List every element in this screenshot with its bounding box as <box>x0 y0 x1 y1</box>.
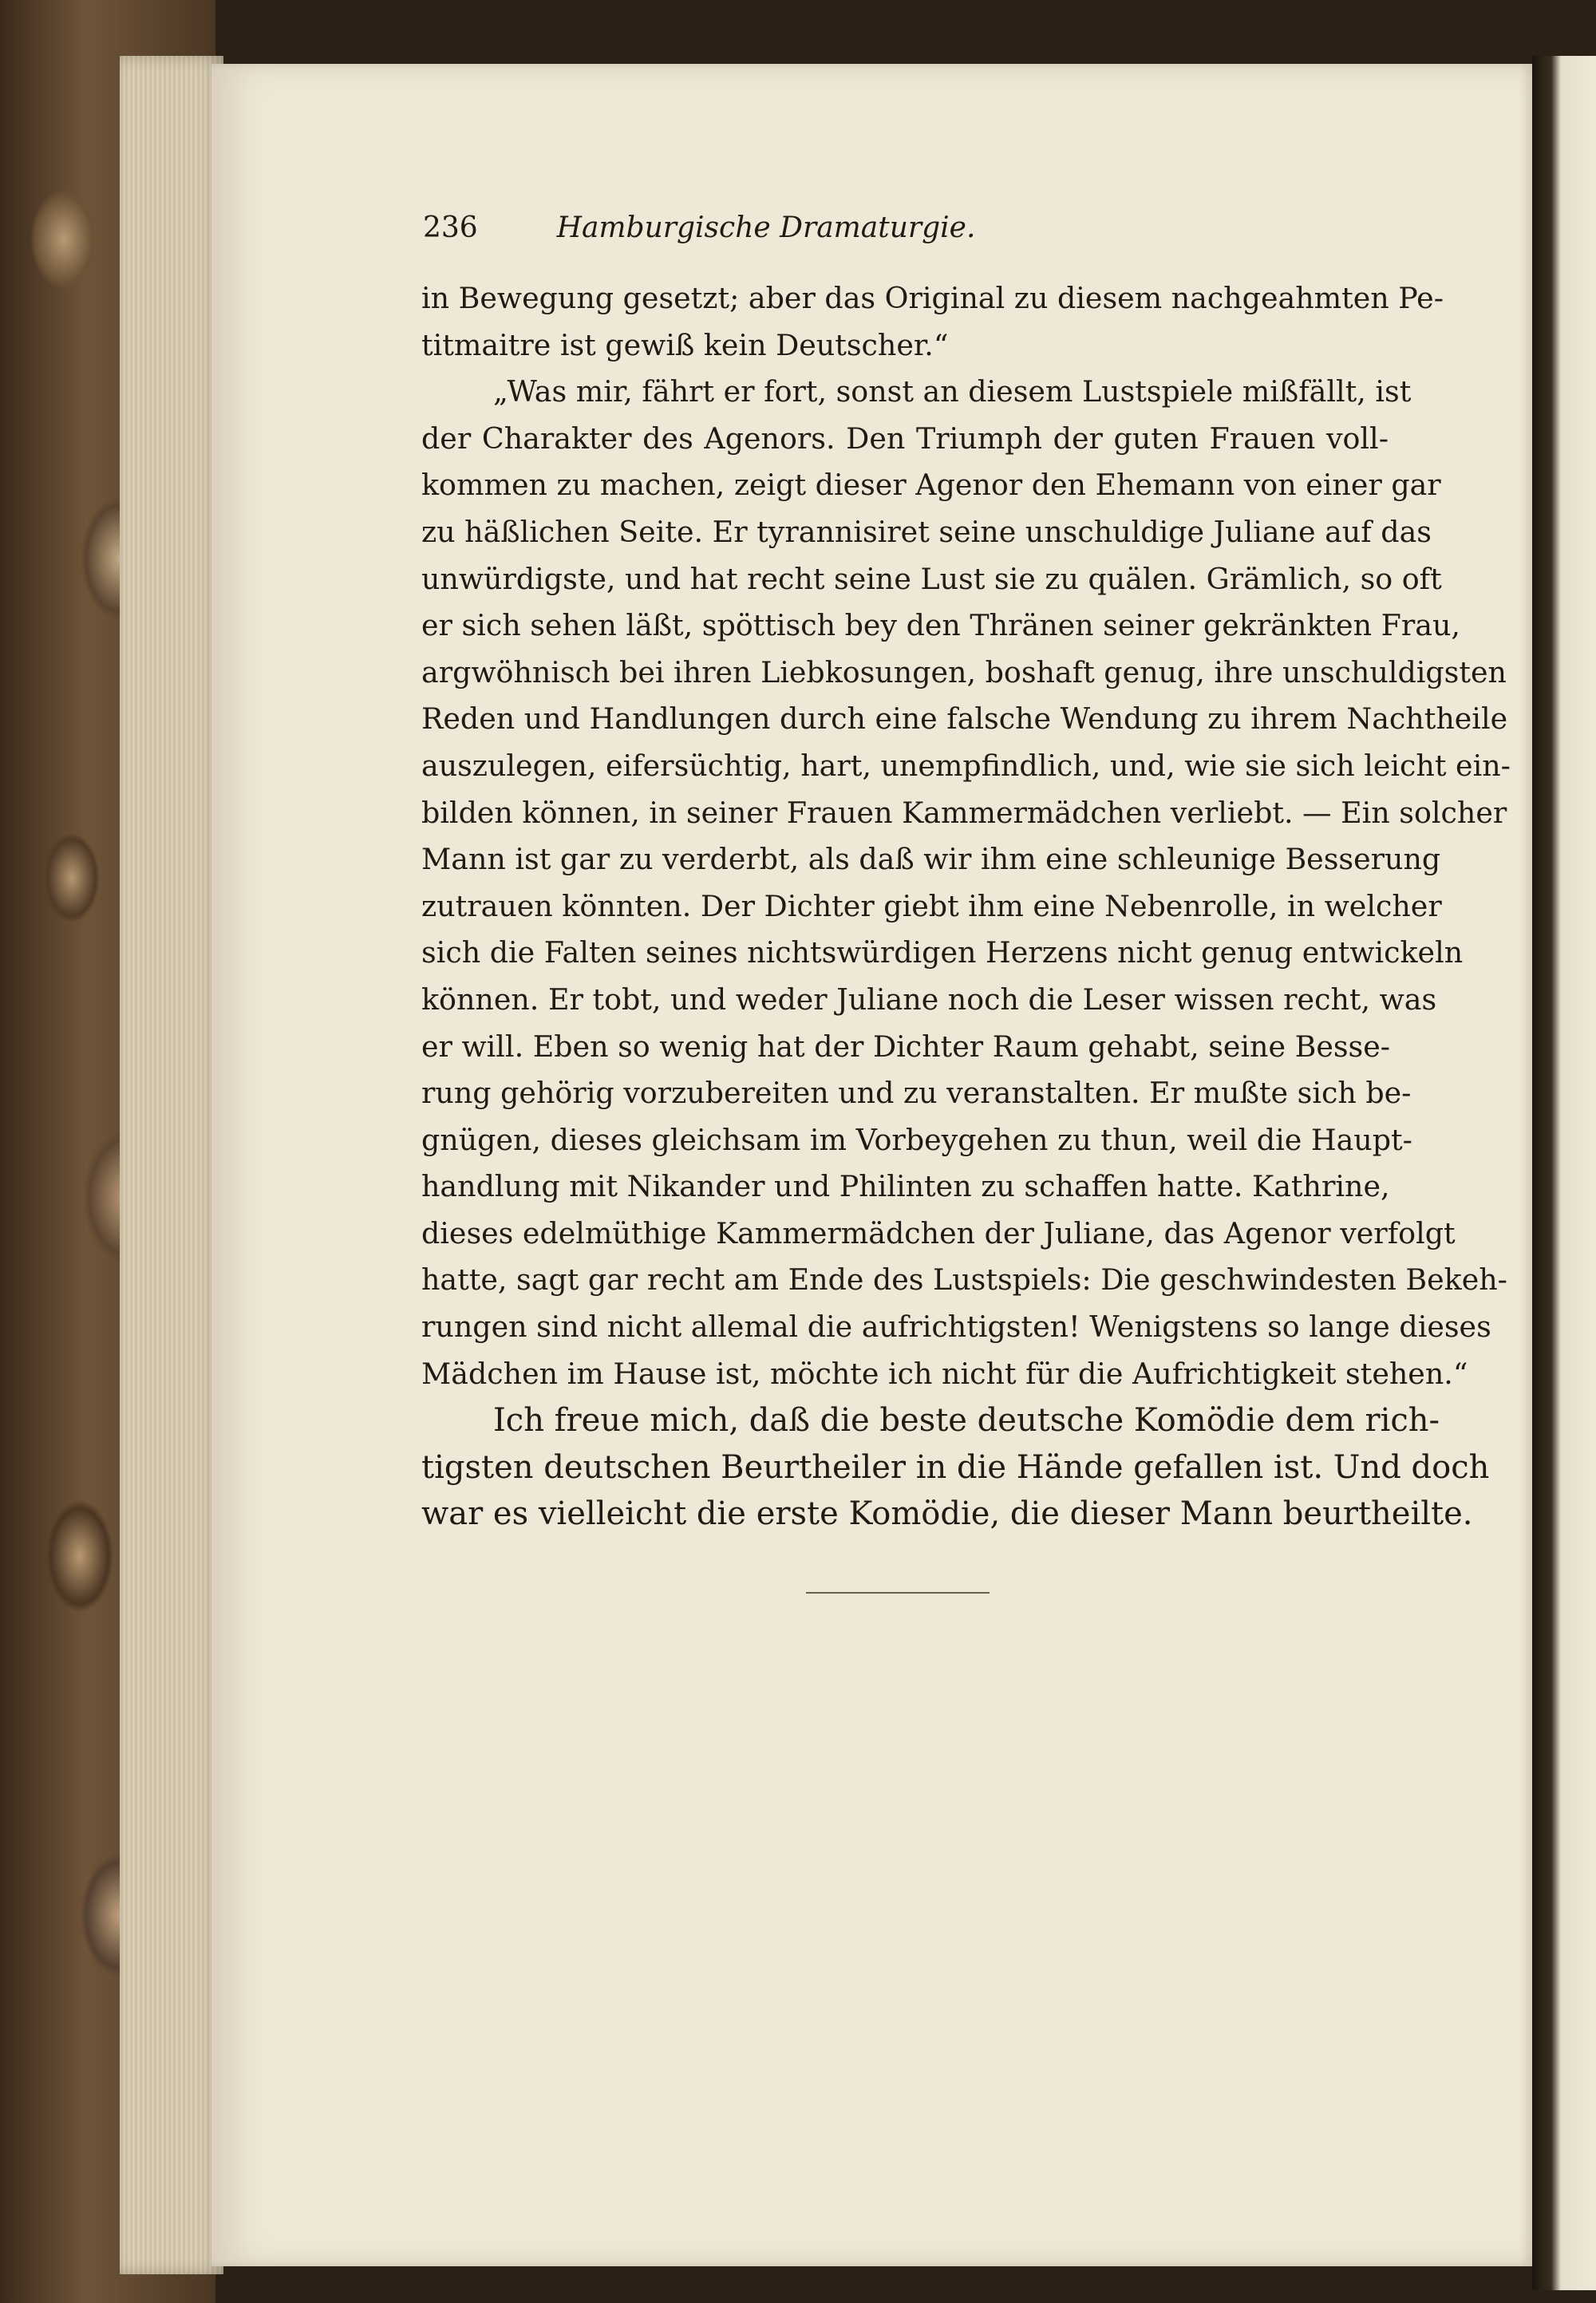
text-line: rung gehörig vorzubereiten und zu veranstalten. Er mußte sich be- <box>421 1076 1412 1111</box>
text-line: auszulegen, eifersüchtig, hart, unempfindlich, und, wie sie sich leicht ein- <box>421 748 1511 783</box>
text-line: zu häßlichen Seite. Er tyrannisiret seine unschuldige Juliane auf das <box>421 514 1432 549</box>
section-rule <box>806 1592 990 1594</box>
page-number: 236 <box>423 211 478 244</box>
text-line: Mädchen im Hause ist, möchte ich nicht für die Aufrichtigkeit stehen.“ <box>421 1356 1468 1391</box>
facing-page-edge <box>1532 56 1596 2290</box>
text-line: Mann ist gar zu verderbt, als daß wir ihm eine schleunige Besserung <box>421 842 1441 877</box>
text-line: der Charakter des Agenors. Den Triumph der guten Frauen voll- <box>421 421 1389 456</box>
running-title: Hamburgische Dramaturgie. <box>556 211 976 244</box>
text-line: dieses edelmüthige Kammermädchen der Juliane, das Agenor verfolgt <box>421 1215 1456 1250</box>
text-line: Reden und Handlungen durch eine falsche Wendung zu ihrem Nachtheile <box>421 701 1508 737</box>
text-line: Ich freue mich, daß die beste deutsche Komödie dem rich- <box>493 1402 1440 1440</box>
text-line: argwöhnisch bei ihren Liebkosungen, boshaft genug, ihre unschuldigsten <box>421 654 1507 689</box>
body-text <box>421 275 1511 1538</box>
text-line: er will. Eben so wenig hat der Dichter Raum gehabt, seine Besse- <box>421 1029 1391 1064</box>
text-line: sich die Falten seines nichtswürdigen Herzens nicht genug entwickeln <box>421 935 1464 970</box>
text-line: „Was mir, fährt er fort, sonst an diesem Lustspiele mißfällt, ist <box>493 374 1412 409</box>
text-line: können. Er tobt, und weder Juliane noch die Leser wissen recht, was <box>421 982 1437 1017</box>
text-line: titmaitre ist gewiß kein Deutscher.“ <box>421 327 949 362</box>
text-line: handlung mit Nikander und Philinten zu schaffen hatte. Kathrine, <box>421 1169 1390 1204</box>
text-line: bilden können, in seiner Frauen Kammermädchen verliebt. — Ein solcher <box>421 795 1507 830</box>
text-line: in Bewegung gesetzt; aber das Original zu diesem nachgeahmten Pe- <box>421 281 1444 315</box>
page-header <box>423 211 1109 259</box>
text-line: tigsten deutschen Beurtheiler in die Hände gefallen ist. Und doch <box>421 1448 1490 1486</box>
text-line: unwürdigste, und hat recht seine Lust sie zu quälen. Grämlich, so oft <box>421 561 1442 596</box>
text-line: kommen zu machen, zeigt dieser Agenor den Ehemann von einer gar <box>421 468 1441 503</box>
text-line: gnügen, dieses gleichsam im Vorbeygehen zu thun, weil die Haupt- <box>421 1122 1412 1157</box>
text-line: hatte, sagt gar recht am Ende des Lustspiels: Die geschwindesten Bekeh- <box>421 1262 1507 1298</box>
text-line: rungen sind nicht allemal die aufrichtigsten! Wenigstens so lange dieses <box>421 1310 1491 1345</box>
text-line: zutrauen könnten. Der Dichter giebt ihm eine Nebenrolle, in welcher <box>421 888 1442 923</box>
page-edges <box>120 56 223 2274</box>
text-line: er sich sehen läßt, spöttisch bey den Thränen seiner gekränkten Frau, <box>421 608 1460 643</box>
text-line: war es vielleicht die erste Komödie, die dieser Mann beurtheilte. <box>421 1495 1473 1533</box>
